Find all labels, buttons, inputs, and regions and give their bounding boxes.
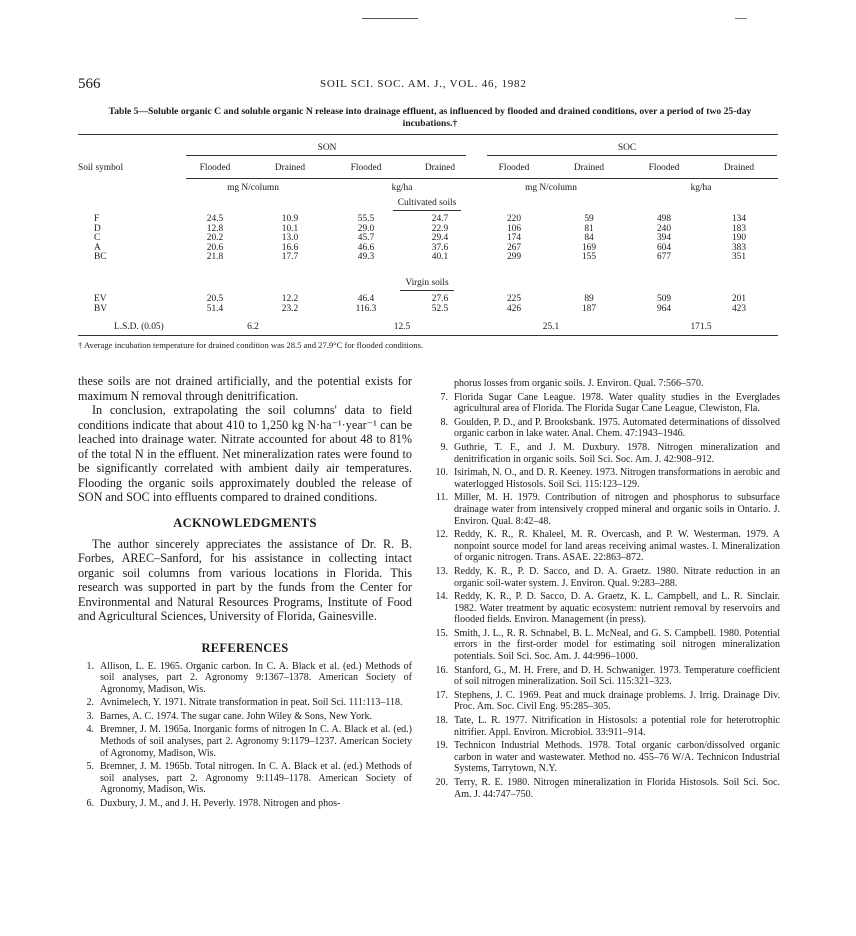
reference-text: Stanford, G., M. H. Frere, and D. H. Schwaniger. 1973. Temperature coefficient of soil nitrogen mineralization. Soil Sci. 115:321–323. bbox=[454, 664, 780, 688]
reference-number: 17. bbox=[435, 689, 448, 701]
unit-label: kg/ha bbox=[690, 183, 712, 193]
reference-number: 9. bbox=[440, 441, 448, 453]
column-header: Flooded bbox=[648, 163, 680, 173]
table-cell: 49.3 bbox=[357, 252, 375, 263]
reference-text: Isirimah, N. O., and D. R. Keeney. 1973. Nitrogen transformations in aerobic and waterlogged Histosols. Soil Sci. 115:123–129. bbox=[454, 467, 780, 490]
table-cell: 10.1 bbox=[281, 223, 299, 234]
reference-number: 2. bbox=[86, 697, 94, 709]
section-label-cultivated: Cultivated soils bbox=[397, 198, 457, 208]
table-cell: 267 bbox=[506, 242, 522, 253]
table-cell: 423 bbox=[731, 303, 747, 314]
group-header-son: SON bbox=[317, 143, 337, 153]
reference-number: 16. bbox=[435, 664, 448, 676]
top-dash bbox=[735, 18, 747, 19]
reference-text: Duxbury, J. M., and J. H. Peverly. 1978. Nitrogen and phos- bbox=[100, 798, 341, 810]
reference-item bbox=[78, 697, 412, 709]
table-cell: 46.6 bbox=[357, 242, 375, 253]
section-underline bbox=[400, 290, 454, 291]
table-cell: 240 bbox=[656, 223, 672, 234]
column-header: Flooded bbox=[498, 163, 530, 173]
reference-number: 1. bbox=[86, 660, 94, 672]
reference-text: Reddy, K. R., P. D. Sacco, D. A. Graetz, K. L. Campbell, and L. R. Sinclair. 1982. Water treatment by aquatic ecosystem: nutrient removal by reservoirs and flooded fields. Environ. Management (in press). bbox=[454, 591, 780, 626]
reference-item bbox=[78, 761, 412, 796]
group-header-soc: SOC bbox=[617, 143, 637, 153]
soil-symbol-cell: A bbox=[94, 242, 101, 253]
column-header: Drained bbox=[723, 163, 755, 173]
reference-item bbox=[428, 777, 780, 800]
table-cell: 225 bbox=[506, 294, 522, 304]
reference-text: Avnimelech, Y. 1971. Nitrate transformation in peat. Soil Sci. 111:113–118. bbox=[100, 697, 403, 709]
reference-item bbox=[428, 715, 780, 738]
table-cell: 10.9 bbox=[281, 214, 299, 224]
table-cell: 81 bbox=[584, 223, 594, 234]
reference-number: 4. bbox=[86, 724, 94, 736]
unit-label: kg/ha bbox=[391, 183, 413, 193]
table-cell: 46.4 bbox=[357, 294, 375, 304]
table-cell: 20.6 bbox=[206, 242, 224, 253]
reference-text: Technicon Industrial Methods. 1978. Total organic carbon/dissolved organic carbon in water and wastewater. Method no. 455–76 W/A. Technicon Industrial Systems, Tarrytown, N.Y. bbox=[454, 740, 780, 775]
reference-number: 20. bbox=[435, 777, 448, 788]
section-underline bbox=[393, 210, 461, 211]
table-cell: 964 bbox=[656, 303, 672, 314]
table-top-rule bbox=[78, 134, 778, 135]
table-cell: 12.2 bbox=[281, 294, 299, 304]
table-cell: 17.7 bbox=[281, 252, 299, 263]
table-cell: 40.1 bbox=[431, 252, 449, 263]
reference-number: 13. bbox=[435, 565, 448, 577]
soil-symbol-cell: BV bbox=[94, 303, 108, 314]
reference-item bbox=[78, 661, 412, 696]
reference-number: 19. bbox=[435, 740, 448, 752]
references-list-left bbox=[78, 661, 412, 810]
table-cell: 12.8 bbox=[206, 223, 224, 234]
table-cell: 20.2 bbox=[206, 233, 224, 244]
table-cell: 84 bbox=[584, 233, 594, 244]
table-cell: 426 bbox=[506, 303, 522, 314]
acknowledgments-text: The author sincerely appreciates the assistance of Dr. R. B. Forbes, AREC–Sanford, for his assistance in collecting intact organic soil columns from various locations in Florida. This research was supported in part by the funds from the Center for Environmental and Natural Resources Programs, Institute of Food and Agricultural Sciences, University of Florida, Gainesville. bbox=[78, 536, 412, 623]
reference-number: 11. bbox=[435, 492, 448, 504]
reference-text: phorus losses from organic soils. J. Environ. Qual. 7:566–570. bbox=[454, 378, 704, 389]
lsd-value: 6.2 bbox=[247, 322, 259, 332]
running-head: SOIL SCI. SOC. AM. J., VOL. 46, 1982 bbox=[320, 78, 527, 90]
soil-symbol-header: Soil symbol bbox=[78, 163, 124, 173]
column-header: Drained bbox=[573, 163, 605, 173]
table-cell: 498 bbox=[656, 214, 672, 224]
reference-item bbox=[428, 378, 780, 390]
son-span-rule bbox=[186, 155, 466, 156]
reference-item bbox=[78, 798, 412, 810]
reference-number: 18. bbox=[435, 715, 448, 727]
soil-symbol-cell: C bbox=[94, 233, 101, 244]
reference-item bbox=[428, 417, 780, 440]
reference-text: Barnes, A. C. 1974. The sugar cane. John Wiley & Sons, New York. bbox=[100, 710, 372, 722]
reference-item bbox=[428, 467, 780, 490]
reference-text: Stephens, J. C. 1969. Peat and muck drainage problems. J. Irrig. Drainage Div. Proc. Am. Soc. Civil Eng. 95:285–305. bbox=[454, 689, 780, 713]
table-cell: 299 bbox=[506, 252, 522, 263]
reference-item bbox=[428, 740, 780, 775]
reference-item bbox=[428, 665, 780, 688]
reference-text: Reddy, K. R., R. Khaleel, M. R. Overcash, and P. W. Westerman. 1979. A nonpoint source model for land areas receiving animal wastes. I. Mineralization of organic nitrogen. Trans. ASAE. 22:863–872. bbox=[454, 529, 780, 564]
table-cell: 134 bbox=[731, 214, 747, 224]
table-cell: 21.8 bbox=[206, 252, 224, 263]
table-cell: 22.9 bbox=[431, 223, 449, 234]
left-column bbox=[78, 374, 412, 812]
table-cell: 394 bbox=[656, 233, 672, 244]
reference-text: Guthrie, T. F., and J. M. Duxbury. 1978. Nitrogen mineralization and denitrification in organic soils. Soil Sci. Soc. Am. J. 42:908–912. bbox=[454, 441, 780, 465]
conclusion-paragraph: In conclusion, extrapolating the soil columns' data to field conditions indicate that about 410 to 1,250 kg N·ha⁻¹·year⁻¹ can be leached into drainage water. Nitrate accounted for about 48 to 81% of the total N in the effluent. Net mineralization rates were found to be significantly correlated with ambient daily air temperatures. Flooding the organic soils approximately doubled the release of SON and SOC into effluents compared to drained conditions. bbox=[78, 403, 412, 504]
lsd-value: 171.5 bbox=[690, 322, 712, 332]
column-header: Drained bbox=[424, 163, 456, 173]
reference-text: Miller, M. H. 1979. Contribution of nitrogen and phosphorus to subsurface drainage water from intensively cropped mineral and organic soils in Ontario. J. Environ. Qual. 8:42–48. bbox=[454, 492, 780, 527]
lsd-label: L.S.D. (0.05) bbox=[114, 322, 164, 332]
table-cell: 27.6 bbox=[431, 294, 449, 304]
reference-item bbox=[428, 591, 780, 626]
table-cell: 220 bbox=[506, 214, 522, 224]
table-cell: 13.0 bbox=[281, 233, 299, 244]
reference-item bbox=[78, 711, 412, 723]
table-bottom-rule bbox=[78, 335, 778, 336]
table-cell: 201 bbox=[731, 294, 747, 304]
reference-number: 7. bbox=[440, 391, 448, 403]
column-header: Flooded bbox=[350, 163, 382, 173]
table-cell: 183 bbox=[731, 223, 747, 234]
reference-item bbox=[428, 492, 780, 527]
section-label-virgin: Virgin soils bbox=[405, 278, 449, 288]
soil-symbol-cell: BC bbox=[94, 252, 107, 263]
references-heading: REFERENCES bbox=[201, 640, 289, 655]
soil-symbol-cell: EV bbox=[94, 294, 107, 304]
reference-item bbox=[428, 566, 780, 589]
reference-item bbox=[428, 442, 780, 465]
reference-text: Goulden, P. D., and P. Brooksbank. 1975. Automated determinations of dissolved organic carbon in lake water. Anal. Chem. 47:1943–1946. bbox=[454, 416, 780, 440]
column-header: Drained bbox=[274, 163, 306, 173]
reference-number: 14. bbox=[435, 591, 448, 603]
reference-number: 5. bbox=[86, 761, 94, 773]
reference-number: 8. bbox=[440, 416, 448, 428]
table-cell: 59 bbox=[584, 214, 594, 224]
table-cell: 16.6 bbox=[281, 242, 299, 253]
acknowledgments-heading: ACKNOWLEDGMENTS bbox=[173, 515, 317, 530]
right-column bbox=[428, 378, 780, 802]
table-cell: 37.6 bbox=[431, 242, 449, 253]
reference-number: 12. bbox=[435, 529, 448, 541]
table-cell: 383 bbox=[731, 242, 747, 253]
reference-text: Terry, R. E. 1980. Nitrogen mineralization in Florida Histosols. Soil Sci. Soc. Am. J. 44:747–750. bbox=[454, 777, 780, 800]
reference-number: 15. bbox=[435, 627, 448, 639]
reference-text: Tate, L. R. 1977. Nitrification in Histosols: a potential role for heterotrophic nitrifier. Appl. Environ. Microbiol. 33:911–914. bbox=[454, 715, 780, 738]
references-list-right bbox=[428, 378, 780, 800]
table-cell: 604 bbox=[656, 242, 672, 253]
lsd-value: 12.5 bbox=[393, 322, 411, 332]
table-cell: 190 bbox=[731, 233, 747, 244]
table-footnote: † Average incubation temperature for drained condition was 28.5 and 27.9°C for flooded conditions. bbox=[78, 340, 424, 350]
table-cell: 116.3 bbox=[355, 303, 377, 314]
soc-span-rule bbox=[487, 155, 777, 156]
reference-text: Reddy, K. R., P. D. Sacco, and D. A. Graetz. 1980. Nitrate reduction in an organic soil-water system. J. Environ. Qual. 9:283–288. bbox=[454, 565, 780, 589]
unit-label: mg N/column bbox=[525, 183, 577, 193]
table-cell: 677 bbox=[656, 252, 672, 263]
table-cell: 29.4 bbox=[431, 233, 449, 244]
table-cell: 24.5 bbox=[206, 214, 224, 224]
table-cell: 155 bbox=[581, 252, 597, 263]
table-cell: 51.4 bbox=[206, 303, 224, 314]
table-cell: 169 bbox=[581, 242, 597, 253]
table-cell: 89 bbox=[584, 294, 594, 304]
table-cell: 52.5 bbox=[431, 303, 449, 314]
table-cell: 351 bbox=[731, 252, 747, 263]
table-cell: 55.5 bbox=[357, 214, 375, 224]
table-cell: 509 bbox=[656, 294, 672, 304]
header-rule bbox=[186, 178, 778, 179]
soil-symbol-cell: F bbox=[94, 214, 100, 224]
soil-symbol-cell: D bbox=[94, 223, 101, 234]
top-rule bbox=[362, 18, 418, 19]
unit-label: mg N/column bbox=[227, 183, 279, 193]
reference-text: Bremner, J. M. 1965a. Inorganic forms of nitrogen In C. A. Black et al. (ed.) Methods of soil analyses, part 2. Agronomy 9:1179–1237. American Society of Agronomy, Madison, Wis. bbox=[100, 724, 412, 759]
table-caption: Table 5—Soluble organic C and soluble organic N release into drainage effluent, as influenced by flooded and drained conditions, over a period of two 25-day incubations.† bbox=[108, 106, 752, 129]
reference-text: Smith, J. L., R. R. Schnabel, B. L. McNeal, and G. S. Campbell. 1980. Potential errors in the first-order model for estimating soil nitrogen mineralization potentials. Soil Sci. Soc. Am. J. 44:996–1000. bbox=[454, 627, 780, 663]
lsd-value: 25.1 bbox=[542, 322, 560, 332]
body-paragraph: these soils are not drained artificially, and the potential exists for maximum N removal through denitrification. bbox=[78, 374, 412, 403]
reference-item bbox=[78, 724, 412, 759]
table-cell: 45.7 bbox=[357, 233, 375, 244]
table-cell: 106 bbox=[506, 223, 522, 234]
column-header: Flooded bbox=[199, 163, 231, 173]
reference-item bbox=[428, 628, 780, 663]
table-cell: 174 bbox=[506, 233, 522, 244]
reference-text: Bremner, J. M. 1965b. Total nitrogen. In C. A. Black et al. (ed.) Methods of soil analyses, part 2. Agronomy 9:1149–1178. American Society of Agronomy, Madison, Wis. bbox=[100, 761, 412, 796]
reference-number: 3. bbox=[86, 710, 94, 722]
reference-item bbox=[428, 690, 780, 713]
reference-text: Allison, L. E. 1965. Organic carbon. In C. A. Black et al. (ed.) Methods of soil analyses, part 2. Agronomy 9:1367–1378. American Society of Agronomy, Madison, Wis. bbox=[100, 660, 412, 695]
table-cell: 24.7 bbox=[431, 214, 449, 224]
reference-text: Florida Sugar Cane League. 1978. Water quality studies in the Everglades agricultural area of Florida. The Florida Sugar Cane League, Clewiston, Fla. bbox=[454, 391, 780, 415]
reference-number: 10. bbox=[435, 467, 448, 479]
page-number: 566 bbox=[78, 76, 101, 92]
table-cell: 187 bbox=[581, 303, 597, 314]
reference-item bbox=[428, 529, 780, 564]
table-cell: 23.2 bbox=[281, 303, 299, 314]
table-cell: 20.5 bbox=[206, 294, 224, 304]
reference-item bbox=[428, 392, 780, 415]
reference-number: 6. bbox=[86, 798, 94, 810]
table-cell: 29.0 bbox=[357, 223, 375, 234]
